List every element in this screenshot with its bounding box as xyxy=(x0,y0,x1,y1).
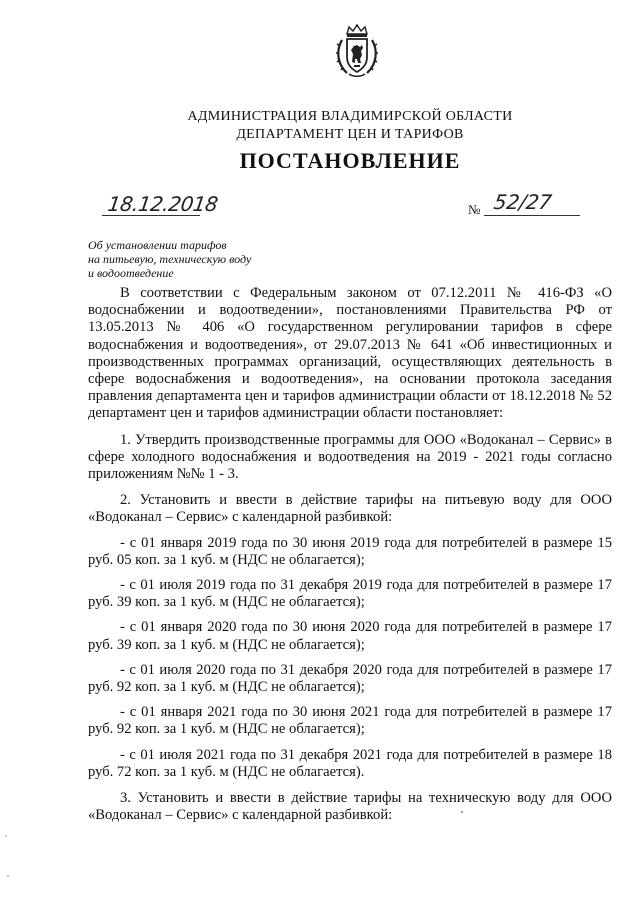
subject-line: Об установлении тарифов xyxy=(88,238,227,252)
paragraph-item-1: 1. Утвердить производственные программы для ООО «Водоканал – Сервис» в сфере холодного водоснабжения и водоотведения на 2019 - 2021 годы согласно приложениям №№ 1 - 3. xyxy=(88,431,612,483)
preamble-paragraph: В соответствии с Федеральным законом от 07.12.2011 № 416-ФЗ «О водоснабжении и водоотведении», постановлениями Правительства РФ от 13.05.2013 № 406 «О государственном регулировании тарифов в сфере водоснабжения и водоотведения», от 29.07.2013 № 641 «Об инвестиционных и производственных программах организаций, осуществляющих деятельность в сфере водоснабжения и водоотведения», на основании протокола заседания правления департамента цен и тарифов администрации области от 18.12.2018 № 52 департамент цен и тарифов администрации области постановляет: xyxy=(88,285,612,422)
paragraph-item-2: 2. Установить и ввести в действие тарифы на питьевую воду для ООО «Водоканал – Сервис» с календарной разбивкой: xyxy=(88,492,612,526)
subject-line: на питьевую, техническую воду xyxy=(88,252,252,266)
organization-name: АДМИНИСТРАЦИЯ ВЛАДИМИРСКОЙ ОБЛАСТИ xyxy=(187,109,513,124)
tariff-period: - с 01 июля 2019 года по 31 декабря 2019 года для потребителей в размере 17 руб. 39 коп. за 1 куб. м (НДС не облагается); xyxy=(88,577,612,611)
subject-line: и водоотведение xyxy=(88,266,174,280)
document-date: 18.12.2018 xyxy=(106,192,220,216)
tariff-period: - с 01 июля 2020 года по 31 декабря 2020 года для потребителей в размере 17 руб. 92 коп. за 1 куб. м (НДС не облагается); xyxy=(88,661,612,696)
tariff-period: - с 01 июля 2021 года по 31 декабря 2021 года для потребителей в размере 18 руб. 72 коп. за 1 куб. м (НДС не облагается). xyxy=(88,746,612,780)
tariff-period: - с 01 января 2021 года по 30 июня 2021 года для потребителей в размере 17 руб. 92 коп. за 1 куб. м (НДС не облагается); xyxy=(88,704,612,738)
tariff-period: - с 01 января 2020 года по 30 июня 2020 года для потребителей в размере 17 руб. 39 коп. за 1 куб. м (НДС не облагается); xyxy=(88,619,612,653)
document-title: ПОСТАНОВЛЕНИЕ xyxy=(239,148,461,173)
paragraph-item-3: 3. Установить и ввести в действие тарифы на техническую воду для ООО «Водоканал – Сервис» с календарной разбивкой: xyxy=(88,790,612,824)
tariff-period: - с 01 января 2019 года по 30 июня 2019 года для потребителей в размере 15 руб. 05 коп. за 1 куб. м (НДС не облагается); xyxy=(88,534,612,568)
document-number: 52/27 xyxy=(492,190,554,214)
department-name: ДЕПАРТАМЕНТ ЦЕН И ТАРИФОВ xyxy=(236,127,464,142)
number-sign: № xyxy=(468,202,481,217)
